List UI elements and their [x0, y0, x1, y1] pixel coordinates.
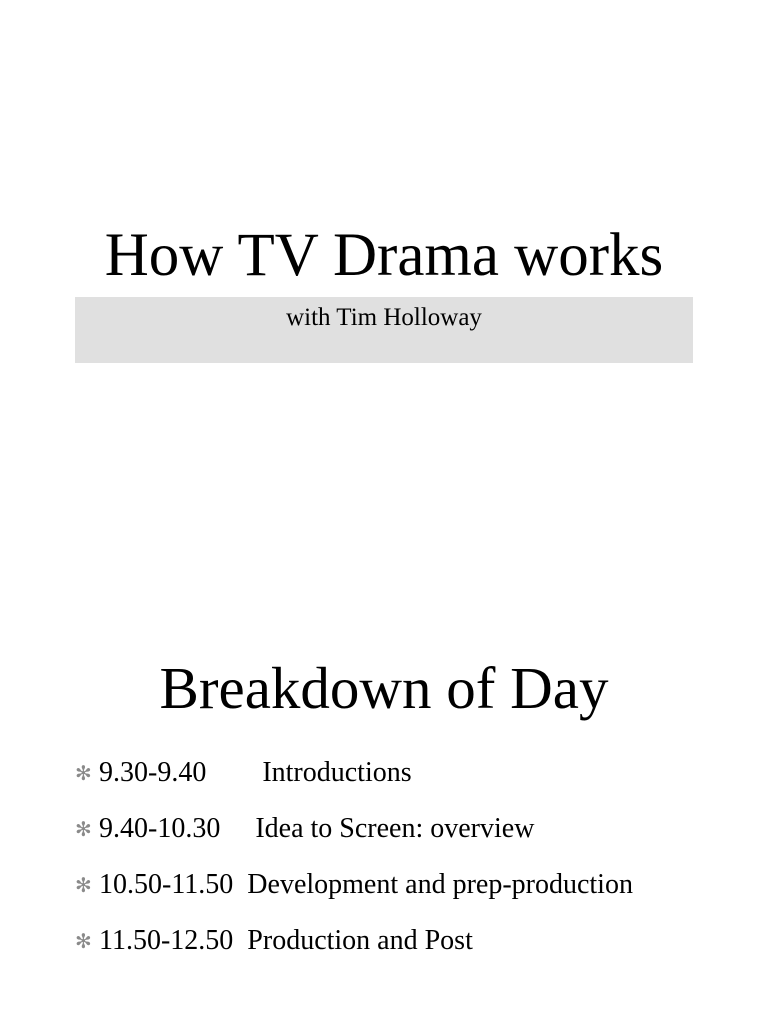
agenda-gap — [220, 813, 255, 844]
agenda-activity: Development and prep-production — [247, 869, 633, 900]
asterisk-bullet-icon: ✻ — [75, 761, 92, 785]
agenda-activity: Production and Post — [247, 925, 473, 956]
agenda-time: 10.50-11.50 — [99, 869, 234, 900]
asterisk-bullet-icon: ✻ — [75, 873, 92, 897]
agenda-item — [75, 811, 715, 847]
agenda-time: 11.50-12.50 — [99, 925, 234, 956]
agenda-gap — [206, 757, 262, 788]
agenda-gap — [233, 869, 247, 900]
subtitle-band — [75, 297, 693, 363]
agenda-gap — [233, 925, 247, 956]
slide-subtitle: with Tim Holloway — [286, 304, 482, 331]
slide-title: How TV Drama works — [104, 222, 664, 289]
agenda-item — [75, 867, 715, 903]
agenda-time: 9.40-10.30 — [99, 813, 221, 844]
agenda-time: 9.30-9.40 — [99, 757, 207, 788]
agenda-item — [75, 755, 715, 791]
asterisk-bullet-icon: ✻ — [75, 929, 92, 953]
agenda-item — [75, 923, 715, 959]
agenda-title: Breakdown of Day — [159, 655, 609, 721]
agenda-activity: Introductions — [262, 757, 412, 788]
agenda-list — [75, 755, 715, 979]
agenda-activity: Idea to Screen: overview — [255, 813, 535, 844]
asterisk-bullet-icon: ✻ — [75, 817, 92, 841]
